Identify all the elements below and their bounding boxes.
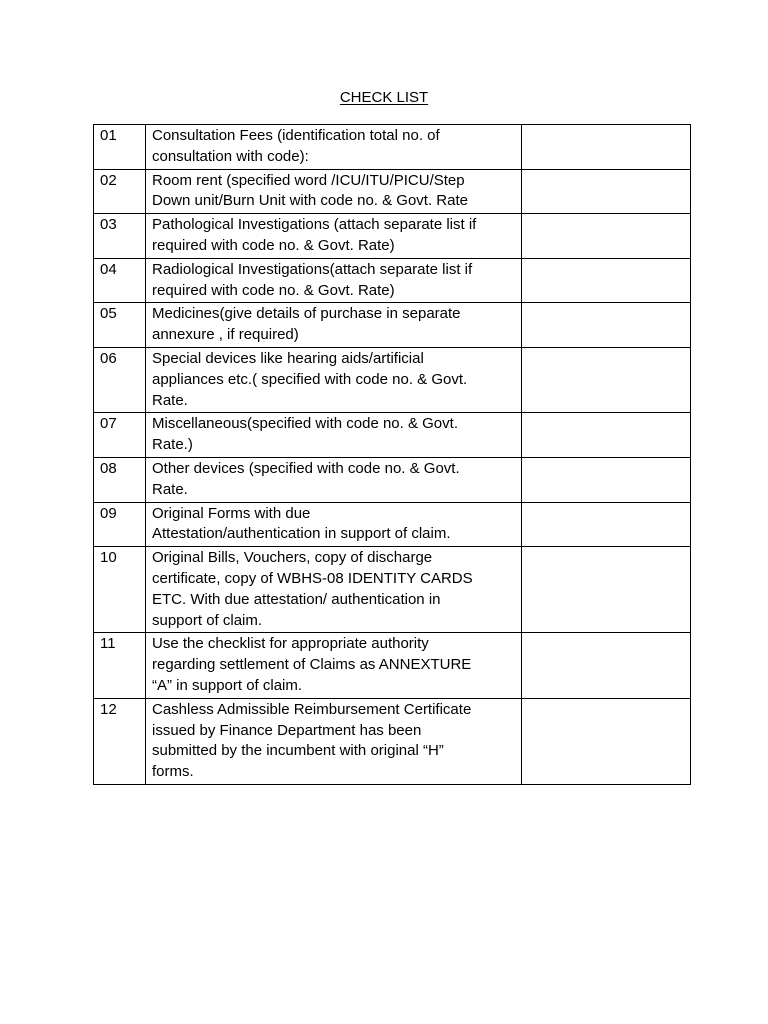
item-description: Special devices like hearing aids/artificial appliances etc.( specified with code no. & Govt. Rate. bbox=[146, 347, 522, 412]
item-remark bbox=[522, 258, 691, 303]
item-number: 03 bbox=[94, 214, 146, 259]
table-row bbox=[94, 347, 691, 412]
item-remark bbox=[522, 347, 691, 412]
item-description: Miscellaneous(specified with code no. & Govt. Rate.) bbox=[146, 413, 522, 458]
table-row bbox=[94, 303, 691, 348]
item-number: 12 bbox=[94, 698, 146, 784]
item-remark bbox=[522, 125, 691, 170]
table-row bbox=[94, 502, 691, 547]
item-number: 07 bbox=[94, 413, 146, 458]
table-row bbox=[94, 258, 691, 303]
item-remark bbox=[522, 214, 691, 259]
item-description: Original Forms with due Attestation/authentication in support of claim. bbox=[146, 502, 522, 547]
table-row bbox=[94, 698, 691, 784]
item-number: 08 bbox=[94, 457, 146, 502]
item-remark bbox=[522, 547, 691, 633]
item-description: Medicines(give details of purchase in separate annexure , if required) bbox=[146, 303, 522, 348]
item-number: 06 bbox=[94, 347, 146, 412]
item-number: 02 bbox=[94, 169, 146, 214]
item-description: Original Bills, Vouchers, copy of discharge certificate, copy of WBHS-08 IDENTITY CARDS ETC. With due attestation/ authentication in support of claim. bbox=[146, 547, 522, 633]
item-remark bbox=[522, 698, 691, 784]
item-number: 04 bbox=[94, 258, 146, 303]
item-description: Pathological Investigations (attach separate list if required with code no. & Govt. Rate) bbox=[146, 214, 522, 259]
item-description: Room rent (specified word /ICU/ITU/PICU/Step Down unit/Burn Unit with code no. & Govt. Rate bbox=[146, 169, 522, 214]
item-description: Use the checklist for appropriate authority regarding settlement of Claims as ANNEXTURE “A” in support of claim. bbox=[146, 633, 522, 698]
item-remark bbox=[522, 303, 691, 348]
table-row bbox=[94, 633, 691, 698]
item-remark bbox=[522, 633, 691, 698]
item-number: 11 bbox=[94, 633, 146, 698]
item-number: 05 bbox=[94, 303, 146, 348]
page-title: CHECK LIST bbox=[339, 89, 429, 106]
table-row bbox=[94, 125, 691, 170]
item-number: 10 bbox=[94, 547, 146, 633]
item-remark bbox=[522, 502, 691, 547]
item-description: Consultation Fees (identification total no. of consultation with code): bbox=[146, 125, 522, 170]
item-description: Other devices (specified with code no. & Govt. Rate. bbox=[146, 457, 522, 502]
item-number: 09 bbox=[94, 502, 146, 547]
table-row bbox=[94, 547, 691, 633]
item-description: Radiological Investigations(attach separate list if required with code no. & Govt. Rate) bbox=[146, 258, 522, 303]
item-remark bbox=[522, 413, 691, 458]
item-description: Cashless Admissible Reimbursement Certificate issued by Finance Department has been submitted by the incumbent with original “H” forms. bbox=[146, 698, 522, 784]
checklist-table bbox=[93, 124, 691, 785]
table-row bbox=[94, 214, 691, 259]
table-row bbox=[94, 169, 691, 214]
item-remark bbox=[522, 169, 691, 214]
table-row bbox=[94, 413, 691, 458]
table-row bbox=[94, 457, 691, 502]
item-remark bbox=[522, 457, 691, 502]
item-number: 01 bbox=[94, 125, 146, 170]
